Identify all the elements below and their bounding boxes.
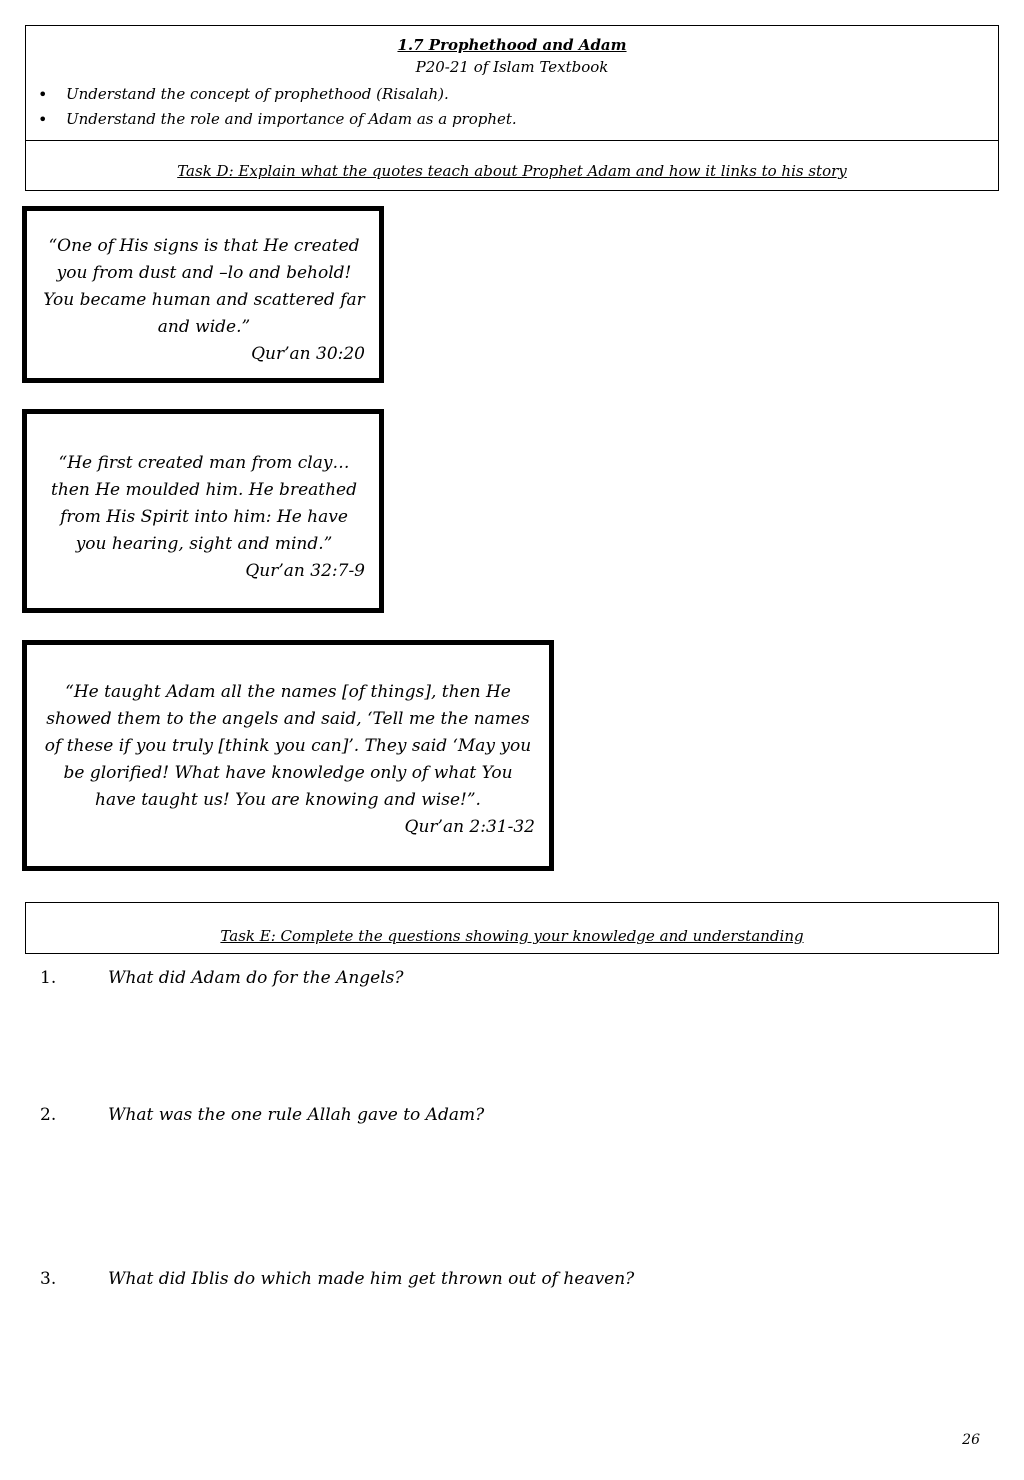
question-number: 3. [40,1269,57,1289]
quote-box [22,640,554,871]
question-text: What did Adam do for the Angels? [108,968,404,988]
page-subtitle: P20-21 of Islam Textbook [415,58,609,76]
objective-text: Understand the concept of prophethood (Risalah). [66,85,449,103]
objective-text: Understand the role and importance of Adam as a prophet. [66,110,517,128]
page-title: 1.7 Prophethood and Adam [397,36,627,54]
page-number: 26 [962,1432,980,1448]
question-text: What did Iblis do which made him get thrown out of heaven? [108,1269,635,1289]
quote-text: “He first created man from clay… then He moulded him. He breathed from His Spirit into him: He have you hearing, sight and mind.” [51,453,357,554]
quote-text: “He taught Adam all the names [of things], then He showed them to the angels and said, ‘Tell me the names of these if you truly [think you can]’. They said ‘May you be glorified! What have knowledge only of what You have taught us! You are knowing and wise!”. [44,682,532,810]
task-d-heading: Task D: Explain what the quotes teach about Prophet Adam and how it links to his story [177,162,847,180]
question-number: 1. [40,968,57,988]
objectives-list [26,82,998,132]
bullet-icon: • [38,110,48,129]
question-text: What was the one rule Allah gave to Adam? [108,1105,485,1125]
quote-reference: Qur’an 30:20 [251,344,365,364]
quote-box [22,206,384,383]
quote-box [22,409,384,613]
bullet-icon: • [38,85,48,104]
objective-item [26,107,998,132]
quote-reference: Qur’an 32:7-9 [245,561,365,581]
quote-text: “One of His signs is that He created you from dust and –lo and behold! You became human and scattered far and wide.” [43,236,365,337]
task-e-box [25,902,999,954]
header-box [25,25,999,191]
objective-item [26,82,998,107]
task-e-heading: Task E: Complete the questions showing your knowledge and understanding [220,927,804,945]
question-number: 2. [40,1105,57,1125]
quote-reference: Qur’an 2:31-32 [404,817,535,837]
header-objectives [26,26,998,141]
